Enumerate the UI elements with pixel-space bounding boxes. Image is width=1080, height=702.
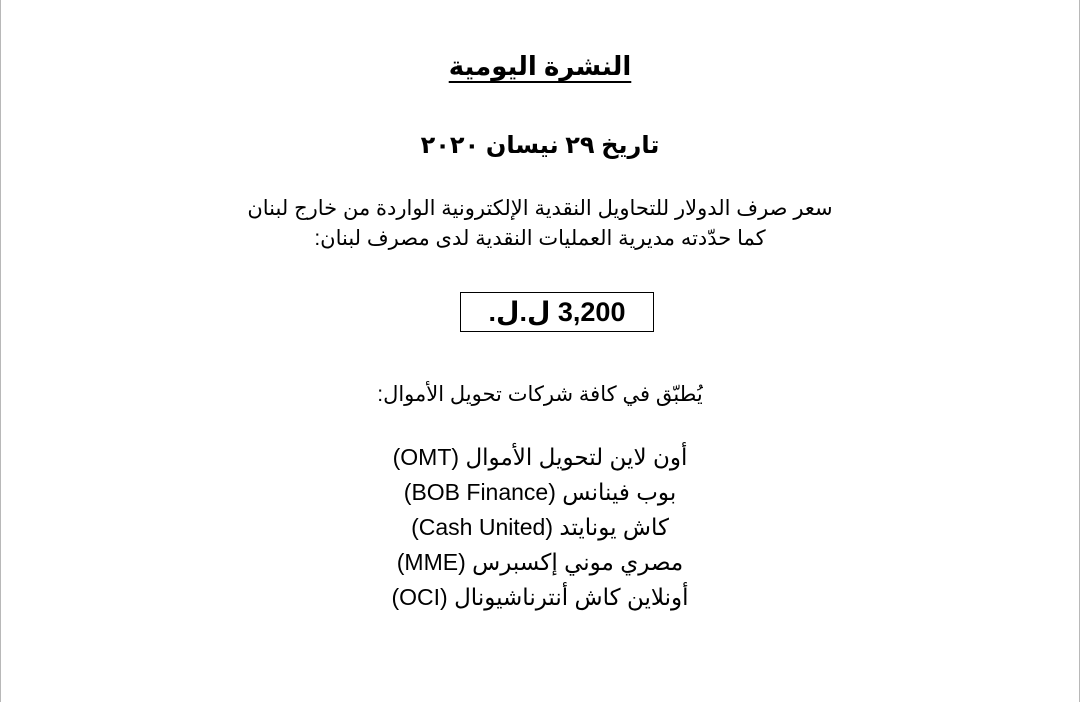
exchange-rate-box [460,292,654,332]
rate-description [1,194,1079,254]
company-list [1,440,1079,615]
company-oci: أونلاين كاش أنترناشيونال (OCI) [391,584,689,610]
company-bob-finance: بوب فينانس (BOB Finance) [403,479,677,505]
applies-statement: يُطبّق في كافة شركات تحويل الأموال: [377,383,703,406]
company-omt: أون لاين لتحويل الأموال (OMT) [392,444,688,470]
bulletin-date: تاريخ ٢٩ نيسان ٢٠٢٠ [420,132,660,159]
company-cash-united: كاش يونايتد (Cash United) [411,514,669,540]
company-mme: مصري موني إكسبرس (MME) [396,549,684,575]
bulletin-title: النشرة اليومية [448,51,632,81]
rate-description-line: سعر صرف الدولار للتحاويل النقدية الإلكترونية الواردة من خارج لبنان [247,197,833,220]
exchange-rate-value: 3,200 ل.ل. [488,297,626,327]
rate-description-line: كما حدّدته مديرية العمليات النقدية لدى مصرف لبنان: [314,227,766,250]
